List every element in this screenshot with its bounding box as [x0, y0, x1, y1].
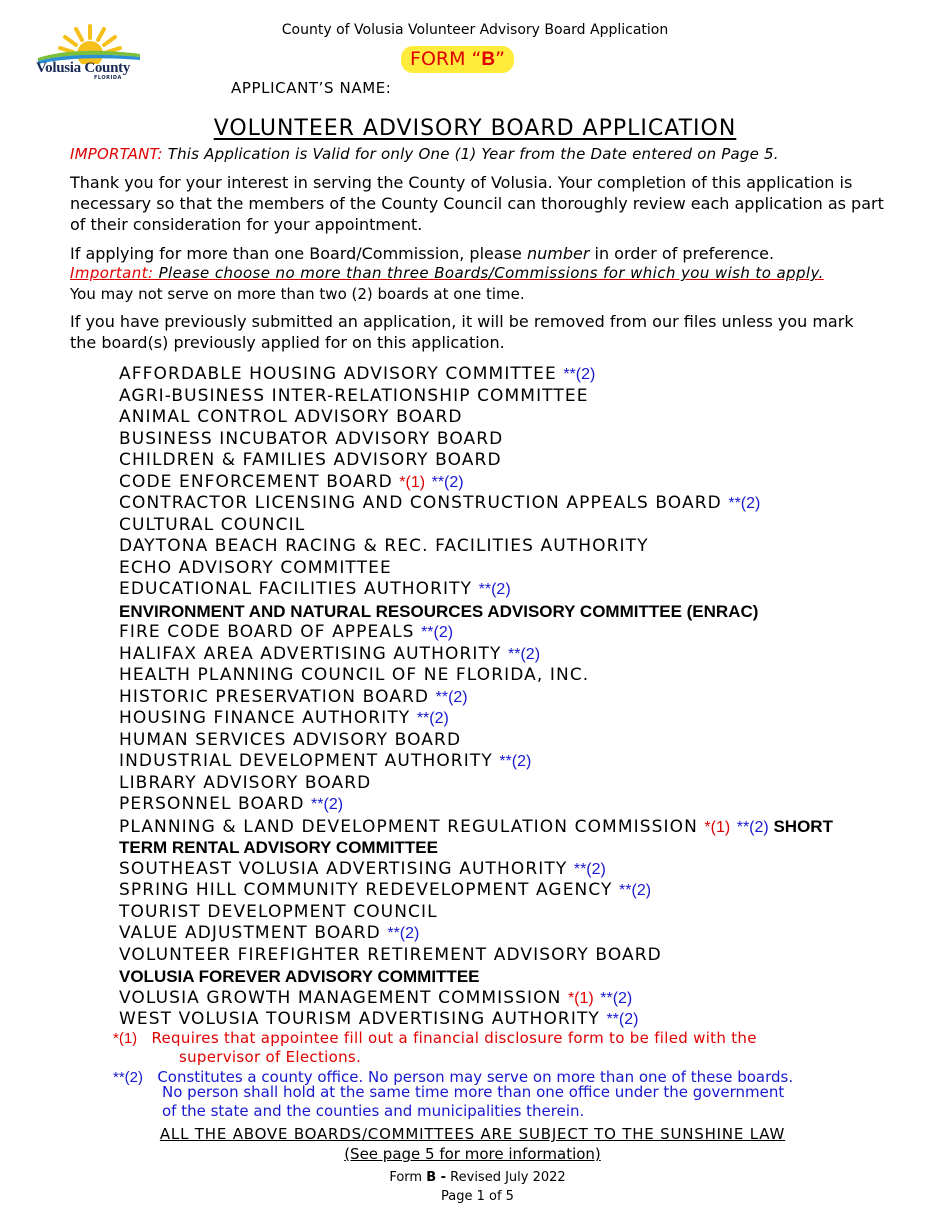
- footnote-2-marker: **(2): [113, 1069, 144, 1086]
- validity-notice-text: This Application is Valid for only One (1) Year from the Date entered on Page 5.: [162, 145, 779, 163]
- financial-disclosure-marker: *(1): [567, 989, 594, 1007]
- footer-revised: Revised July 2022: [446, 1170, 566, 1185]
- form-badge-prefix: FORM “: [410, 48, 482, 70]
- financial-disclosure-marker: *(1): [399, 473, 426, 491]
- board-list-item: [119, 730, 833, 752]
- footnote-2-line-1: Constitutes a county office. No person may serve on more than one of these boards.: [157, 1068, 794, 1086]
- board-name: HUMAN SERVICES ADVISORY BOARD: [119, 729, 462, 750]
- preference-before: If applying for more than one Board/Commission, please: [70, 244, 527, 263]
- board-list-item: [119, 902, 833, 924]
- previous-application-paragraph: If you have previously submitted an application, it will be removed from our files unless you mark the board(s) previously applied for on this application.: [70, 312, 854, 352]
- board-limit-label: Important:: [70, 264, 154, 282]
- board-name: HISTORIC PRESERVATION BOARD: [119, 686, 430, 707]
- footnote-2-line-3: of the state and the counties and municipalities therein.: [162, 1102, 585, 1120]
- board-name: HEALTH PLANNING COUNCIL OF NE FLORIDA, INC.: [119, 665, 590, 685]
- board-name: EDUCATIONAL FACILITIES AUTHORITY: [119, 579, 473, 599]
- board-name: AFFORDABLE HOUSING ADVISORY COMMITTEE: [119, 364, 557, 384]
- board-name: INDUSTRIAL DEVELOPMENT AUTHORITY: [119, 751, 493, 771]
- board-list-item: [119, 773, 833, 795]
- board-list-item: [119, 472, 833, 494]
- county-office-marker: **(2): [387, 925, 420, 942]
- form-badge-suffix: ”: [495, 48, 505, 70]
- county-office-marker: **(2): [416, 710, 449, 727]
- board-list-item: [119, 622, 833, 644]
- footnote-1-line-1: Requires that appointee fill out a financial disclosure form to be filed with the: [151, 1029, 757, 1047]
- board-name: DAYTONA BEACH RACING & REC. FACILITIES AUTHORITY: [119, 536, 649, 556]
- board-list-item: [119, 386, 833, 408]
- county-office-marker: **(2): [478, 581, 511, 598]
- board-list-item: [119, 665, 833, 687]
- validity-notice: [70, 145, 779, 163]
- county-office-marker: **(2): [499, 753, 532, 770]
- board-name: HOUSING FINANCE AUTHORITY: [119, 708, 411, 728]
- board-list-item: [119, 794, 833, 816]
- board-list-item: [119, 429, 833, 451]
- footnote-2-line-2: No person shall hold at the same time more than one office under the government: [162, 1083, 785, 1101]
- board-list-item: [119, 493, 833, 515]
- logo-name: Volusia County: [36, 60, 131, 76]
- board-list-item: [119, 880, 833, 902]
- validity-notice-label: IMPORTANT:: [70, 145, 163, 163]
- board-name: PLANNING & LAND DEVELOPMENT REGULATION COMMISSION: [119, 816, 698, 837]
- financial-disclosure-marker: *(1): [704, 818, 731, 836]
- board-name: VALUE ADJUSTMENT BOARD: [119, 923, 381, 943]
- preference-emphasis: number: [526, 244, 590, 263]
- county-office-marker: **(2): [563, 366, 596, 383]
- board-name: VOLUSIA GROWTH MANAGEMENT COMMISSION: [119, 987, 562, 1008]
- board-name: AGRI-BUSINESS INTER-RELATIONSHIP COMMITTEE: [119, 385, 589, 406]
- form-badge: [401, 46, 514, 73]
- footnote-2-continuation: [162, 1083, 784, 1121]
- board-name: FIRE CODE BOARD OF APPEALS: [119, 622, 415, 642]
- county-office-marker: **(2): [600, 989, 633, 1007]
- preference-instruction: [70, 243, 774, 264]
- page-title: VOLUNTEER ADVISORY BOARD APPLICATION: [213, 116, 737, 141]
- board-list-item: [119, 816, 833, 838]
- intro-paragraph: Thank you for your interest in serving the County of Volusia. Your completion of this application is necessary so that the members of the County Council can thoroughly review each application as part of their consideration for your appointment.: [70, 173, 884, 234]
- board-name: CHILDREN & FAMILIES ADVISORY BOARD: [119, 450, 502, 470]
- board-list-item: [119, 558, 833, 580]
- applicant-name-label: APPLICANT’S NAME:: [231, 79, 392, 97]
- board-name: ANIMAL CONTROL ADVISORY BOARD: [119, 407, 463, 427]
- board-name: ECHO ADVISORY COMMITTEE: [119, 557, 392, 578]
- county-office-marker: **(2): [619, 882, 652, 899]
- board-name: TERM RENTAL ADVISORY COMMITTEE: [119, 838, 438, 857]
- board-name: TOURIST DEVELOPMENT COUNCIL: [119, 901, 438, 922]
- board-list-item: [119, 708, 833, 730]
- board-name: PERSONNEL BOARD: [119, 794, 305, 814]
- board-list-item: [119, 966, 833, 988]
- board-name: CONTRACTOR LICENSING AND CONSTRUCTION APPEALS BOARD: [119, 493, 722, 513]
- board-list-item: [119, 364, 833, 386]
- board-list-item: [119, 687, 833, 709]
- county-office-marker: **(2): [311, 796, 344, 813]
- footnote-financial-disclosure: [113, 1028, 757, 1049]
- board-name: HALIFAX AREA ADVERTISING AUTHORITY: [119, 643, 502, 664]
- board-name: ENVIRONMENT AND NATURAL RESOURCES ADVISORY COMMITTEE (ENRAC): [119, 601, 759, 621]
- board-list-item: [119, 859, 833, 881]
- board-list-item: [119, 515, 833, 537]
- board-name: CULTURAL COUNCIL: [119, 514, 306, 535]
- county-office-marker: **(2): [606, 1011, 639, 1028]
- board-list-item: [119, 579, 833, 601]
- footer-page-number: Page 1 of 5: [441, 1189, 514, 1204]
- county-office-marker: **(2): [736, 818, 769, 836]
- board-list-item: [119, 837, 833, 859]
- county-office-marker: **(2): [421, 624, 454, 641]
- sunshine-law-notice: ALL THE ABOVE BOARDS/COMMITTEES ARE SUBJECT TO THE SUNSHINE LAW: [159, 1125, 786, 1143]
- board-list-item: [119, 601, 833, 623]
- board-list-item: [119, 536, 833, 558]
- document-header-title: County of Volusia Volunteer Advisory Board Application: [281, 22, 669, 38]
- footer-form-prefix: Form: [389, 1170, 427, 1185]
- sun-logo-icon: [36, 24, 146, 64]
- board-name-continuation: SHORT: [768, 816, 833, 836]
- county-office-marker: **(2): [431, 473, 464, 491]
- preference-after: in order of preference.: [589, 244, 775, 263]
- board-list-item: [119, 923, 833, 945]
- county-office-marker: **(2): [573, 860, 606, 878]
- board-list: [119, 364, 833, 1031]
- board-name: VOLUSIA FOREVER ADVISORY COMMITTEE: [119, 967, 480, 986]
- footnote-1-marker: *(1): [113, 1030, 138, 1047]
- county-office-marker: **(2): [508, 645, 541, 663]
- footer-form-letter: B -: [426, 1170, 447, 1185]
- board-name: SPRING HILL COMMUNITY REDEVELOPMENT AGENCY: [119, 880, 613, 900]
- footer-form-revision: [0, 1170, 950, 1185]
- board-list-item: [119, 407, 833, 429]
- board-limit-notice: [70, 264, 824, 282]
- board-list-item: [119, 450, 833, 472]
- board-name: LIBRARY ADVISORY BOARD: [119, 772, 372, 793]
- serve-limit-text: You may not serve on more than two (2) boards at one time.: [70, 285, 525, 303]
- board-name: WEST VOLUSIA TOURISM ADVERTISING AUTHORITY: [119, 1009, 600, 1029]
- board-list-item: [119, 988, 833, 1010]
- board-list-item: [119, 751, 833, 773]
- board-name: CODE ENFORCEMENT BOARD: [119, 471, 393, 492]
- board-name: BUSINESS INCUBATOR ADVISORY BOARD: [119, 428, 504, 449]
- board-limit-text: Please choose no more than three Boards/Commissions for which you wish to apply.: [153, 264, 824, 282]
- see-page-reference: (See page 5 for more information): [344, 1145, 601, 1163]
- logo-subtitle: FLORIDA: [94, 75, 122, 81]
- county-office-marker: **(2): [728, 495, 761, 512]
- county-office-marker: **(2): [435, 688, 468, 706]
- form-badge-letter: B: [481, 49, 496, 70]
- board-name: SOUTHEAST VOLUSIA ADVERTISING AUTHORITY: [119, 858, 568, 879]
- board-list-item: [119, 644, 833, 666]
- footnote-1-line-2: supervisor of Elections.: [179, 1048, 362, 1066]
- board-list-item: [119, 945, 833, 967]
- board-name: VOLUNTEER FIREFIGHTER RETIREMENT ADVISORY BOARD: [119, 944, 662, 965]
